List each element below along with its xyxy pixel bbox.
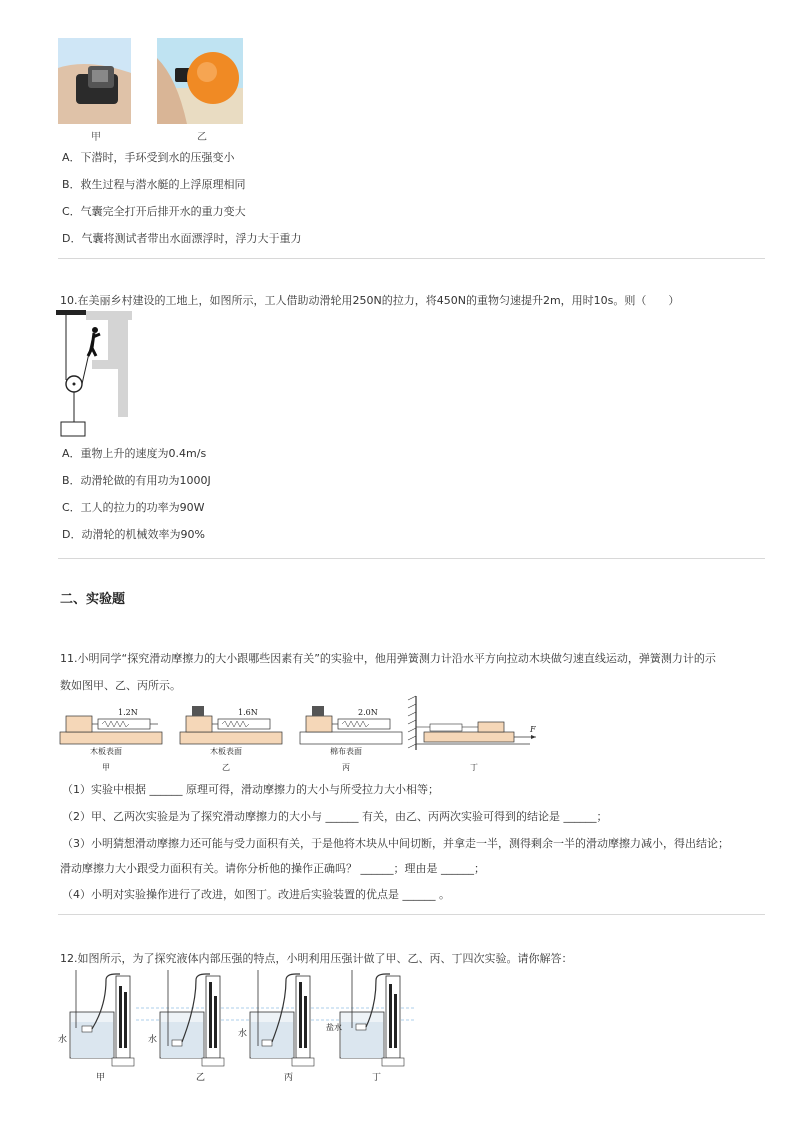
q9-photo-yi	[157, 38, 243, 124]
q9-option-d[interactable]: D．气囊将测试者带出水面漂浮时，浮力大于重力	[62, 232, 302, 245]
q10-option-a[interactable]: A．重物上升的速度为0.4m/s	[62, 447, 207, 460]
q9-option-c[interactable]: C．气囊完全打开后排开水的重力变大	[62, 205, 246, 218]
divider	[58, 258, 765, 259]
label-yi: 乙	[222, 763, 230, 772]
gauge-bing	[238, 970, 314, 1083]
q11-sub2: （2）甲、乙两次实验是为了探究滑动摩擦力的大小与 ______ 有关，由乙、丙两次实验可得到的结论是 ______；	[62, 810, 608, 823]
q9-caption-jia: 甲	[91, 132, 101, 143]
setup-jia	[60, 708, 162, 772]
label-ding: 丁	[372, 1073, 382, 1083]
label-yi: 乙	[196, 1073, 206, 1083]
q11-sub1: （1）实验中根据 ______ 原理可得，滑动摩擦力的大小与所受拉力大小相等；	[62, 783, 439, 796]
q11-stem-line1: 11.小明同学“探究滑动摩擦力的大小跟哪些因素有关”的实验中，他用弹簧测力计沿水平方向拉动木块做匀速直线运动，弹簧测力计的示	[60, 652, 716, 665]
reading-jia: 1.2N	[118, 708, 138, 717]
liquid-label-jia: 水	[58, 1035, 68, 1045]
q9-caption-yi: 乙	[197, 132, 207, 143]
q9-option-b[interactable]: B．救生过程与潜水艇的上浮原理相同	[62, 178, 246, 191]
q12-stem: 12.如图所示，为了探究液体内部压强的特点，小明利用压强计做了甲、乙、丙、丁四次实验。请你解答：	[60, 952, 573, 965]
q11-stem-line2: 数如图甲、乙、丙所示。	[60, 679, 181, 692]
q10-option-b[interactable]: B．动滑轮做的有用功为1000J	[62, 474, 211, 487]
q12-pressure-figure	[56, 966, 418, 1086]
reading-bing: 2.0N	[358, 708, 378, 717]
force-label: F	[530, 725, 536, 734]
q9-photo-jia	[58, 38, 131, 124]
liquid-label-ding: 盐水	[326, 1023, 342, 1032]
setup-yi	[180, 706, 282, 772]
label-jia: 甲	[102, 763, 110, 772]
setup-ding	[408, 696, 536, 772]
q10-option-c[interactable]: C．工人的拉力的功率为90W	[62, 501, 205, 514]
section-title: 二、实验题	[60, 592, 126, 607]
liquid-label-bing: 水	[238, 1029, 248, 1039]
q11-sub4: （4）小明对实验操作进行了改进，如图丁。改进后实验装置的优点是 ______ 。	[62, 888, 450, 901]
q10-stem: 10.在美丽乡村建设的工地上，如图所示，工人借助动滑轮用250N的拉力，将450N的重物匀速提升2m，用时10s。则（ ）	[60, 294, 680, 307]
surface-bing: 棉布表面	[330, 747, 362, 756]
surface-yi: 木板表面	[210, 747, 242, 756]
q10-pulley-figure	[56, 310, 132, 442]
liquid-label-yi: 水	[148, 1035, 158, 1045]
label-ding: 丁	[470, 763, 478, 772]
q11-sub3-line1: （3）小明猜想滑动摩擦力还可能与受力面积有关，于是他将木块从中间切断，并拿走一半，测得剩余一半的滑动摩擦力减小，得出结论；	[62, 837, 729, 850]
q9-option-a[interactable]: A．下潜时，手环受到水的压强变小	[62, 151, 235, 164]
q10-option-d[interactable]: D．动滑轮的机械效率为90%	[62, 528, 205, 541]
reading-yi: 1.6N	[238, 708, 258, 717]
q11-friction-figure	[58, 694, 548, 778]
surface-jia: 木板表面	[90, 747, 122, 756]
gauge-jia	[58, 970, 134, 1083]
gauge-yi	[148, 970, 224, 1083]
label-jia: 甲	[96, 1073, 106, 1083]
setup-bing	[300, 706, 402, 772]
label-bing: 丙	[284, 1073, 294, 1083]
q11-sub3-line2: 滑动摩擦力大小跟受力面积有关。请你分析他的操作正确吗？ ______；理由是 ______；	[60, 862, 485, 875]
divider	[58, 914, 765, 915]
divider	[58, 558, 765, 559]
label-bing: 丙	[342, 763, 350, 772]
gauge-ding	[326, 970, 404, 1083]
